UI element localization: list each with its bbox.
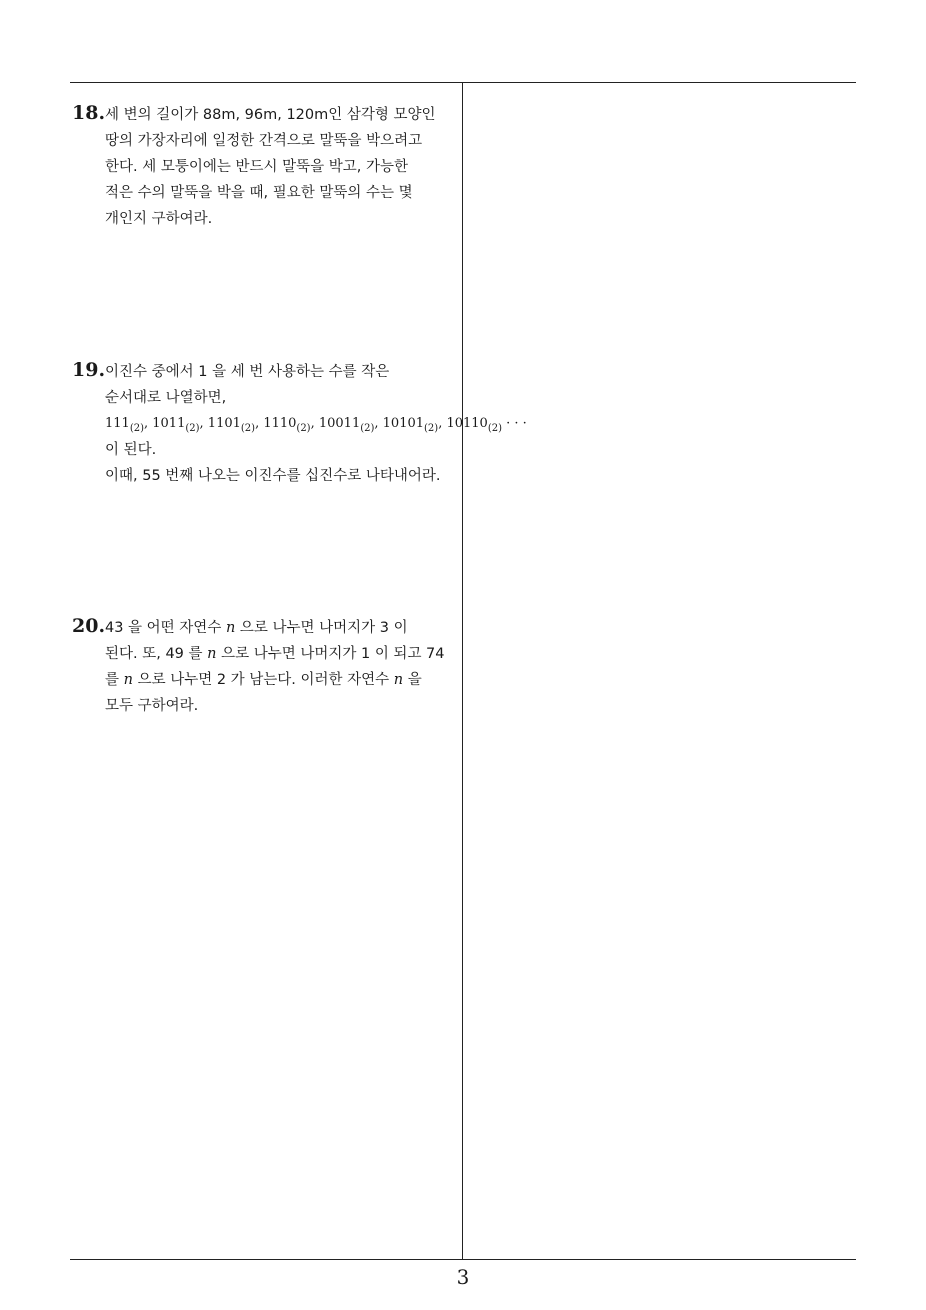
problem-line: 세 변의 길이가 88m, 96m, 120m인 삼각형 모양인 — [105, 107, 436, 123]
binary-number: 10101 — [382, 416, 425, 431]
binary-number: 111 — [105, 416, 130, 431]
binary-sequence — [105, 414, 527, 439]
problem-line: 이때, 55 번째 나오는 이진수를 십진수로 나타내어라. — [105, 468, 441, 484]
problem-line: 한다. 세 모퉁이에는 반드시 말뚝을 박고, 가능한 — [105, 159, 409, 175]
separator: , — [374, 416, 383, 431]
base-subscript: (2) — [296, 423, 311, 434]
separator: , — [144, 416, 153, 431]
binary-number: 1011 — [152, 416, 186, 431]
problem-line: 땅의 가장자리에 일정한 간격으로 말뚝을 박으려고 — [105, 133, 423, 149]
math-variable: n — [225, 620, 236, 636]
separator: , — [199, 416, 208, 431]
separator: , — [255, 416, 264, 431]
base-subscript: (2) — [487, 423, 502, 434]
problem-line — [105, 618, 408, 638]
page-number: 3 — [456, 1265, 470, 1289]
binary-number: 1101 — [207, 416, 241, 431]
bottom-rule — [70, 1259, 856, 1260]
problem-line: 이진수 중에서 1 을 세 번 사용하는 수를 작은 — [105, 364, 390, 380]
top-rule — [70, 82, 856, 83]
text-run: 으로 나누면 나머지가 1 이 되고 74 — [216, 646, 445, 662]
problem-line: 적은 수의 말뚝을 박을 때, 필요한 말뚝의 수는 몇 — [105, 185, 413, 201]
text-run: 된다. 또, 49 를 — [105, 646, 208, 662]
base-subscript: (2) — [185, 423, 200, 434]
base-subscript: (2) — [360, 423, 375, 434]
separator: · · · — [501, 416, 527, 431]
problem-line — [105, 644, 445, 664]
text-run: 를 — [105, 672, 124, 688]
binary-number: 10011 — [318, 416, 361, 431]
separator: , — [438, 416, 447, 431]
column-divider — [462, 82, 463, 1259]
problem-line: 이 된다. — [105, 442, 157, 458]
text-run: 으로 나누면 2 가 남는다. 이러한 자연수 — [132, 672, 394, 688]
text-run: 을 — [403, 672, 422, 688]
text-run: 으로 나누면 나머지가 3 이 — [235, 620, 408, 636]
problem-line — [105, 670, 422, 690]
base-subscript: (2) — [424, 423, 439, 434]
problem-line: 개인지 구하여라. — [105, 211, 213, 227]
text-run: 43 을 어떤 자연수 — [105, 620, 226, 636]
math-variable: n — [123, 672, 133, 688]
problem-number: 18. — [72, 102, 106, 124]
math-variable: n — [207, 646, 217, 662]
text-run: 모두 구하여라. — [105, 698, 199, 714]
separator: , — [310, 416, 319, 431]
base-subscript: (2) — [240, 423, 256, 434]
base-subscript: (2) — [129, 423, 144, 434]
binary-number: 10110 — [446, 416, 488, 431]
problem-line: 순서대로 나열하면, — [105, 390, 227, 406]
binary-number: 1110 — [263, 416, 297, 431]
math-variable: n — [393, 672, 404, 688]
problem-number: 20. — [72, 615, 106, 637]
problem-number: 19. — [72, 359, 106, 381]
problem-line — [105, 696, 198, 716]
